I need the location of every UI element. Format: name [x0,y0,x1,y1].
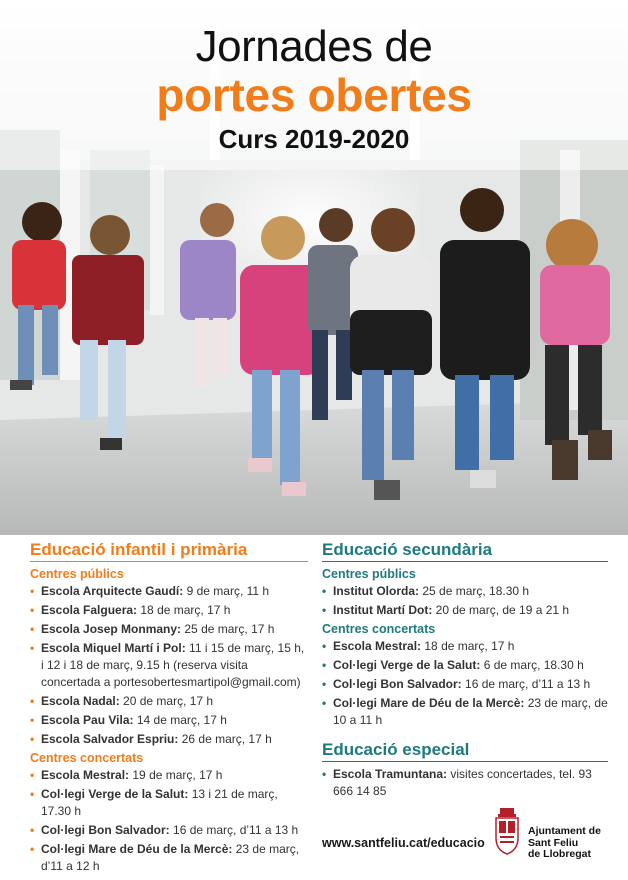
city-crest-icon [494,808,520,856]
bullet-icon: • [322,677,327,691]
school-year: Curs 2019-2020 [218,124,410,154]
website-link[interactable]: www.santfeliu.cat/educacio [322,836,485,850]
title-line-2: portes obertes [156,69,472,121]
ajuntament-logo [494,808,614,864]
bullet-icon: • [322,658,327,672]
list-item: • Escola Mestral: 18 de març, 17 h [322,639,515,653]
bullet-icon: • [30,787,35,801]
bullet-icon: • [30,823,35,837]
especial-title: Educació especial [322,741,608,762]
infantil-title: Educació infantil i primària [30,541,308,562]
list-item: • Escola Mestral: 19 de març, 17 h [30,768,223,782]
list-item: • Escola Josep Monmany: 25 de març, 17 h [30,622,275,636]
secundaria-concertats-label: Centres concertats [322,622,436,636]
secundaria-publics-list [322,583,608,619]
list-item: • Col·legi Mare de Déu de la Mercè: 23 de març, d’11 a 12 h [30,842,300,873]
bullet-icon: • [30,584,35,598]
infantil-primaria-section [30,541,308,877]
infantil-concertats-list [30,767,308,875]
bullet-icon: • [30,622,35,636]
list-item: • Escola Falguera: 18 de març, 17 h [30,603,231,617]
list-item: • Col·legi Verge de la Salut: 13 i 21 de març, 17.30 h [30,787,278,818]
secundaria-publics-label: Centres públics [322,567,416,581]
especial-list [322,766,608,800]
list-item: • Escola Arquitecte Gaudí: 9 de març, 11 h [30,584,270,598]
infantil-publics-list [30,583,308,748]
infantil-concertats-label: Centres concertats [30,751,144,765]
list-item: • Escola Miquel Martí i Pol: 11 i 15 de març, 15 h, i 12 i 18 de març, 9.15 h (reserva visita concertada a portesobertesmartipol@gmail.com) [30,641,305,689]
bullet-icon: • [30,732,35,746]
list-item: • Institut Martí Dot: 20 de març, de 19 a 21 h [322,603,570,617]
secundaria-title: Educació secundària [322,541,608,562]
bullet-icon: • [30,842,35,856]
list-item: • Escola Tramuntana: visites concertades, tel. 93 666 14 85 [322,767,592,798]
list-item: • Escola Pau Vila: 14 de març, 17 h [30,713,227,727]
list-item: • Col·legi Bon Salvador: 16 de març, d’11 a 13 h [30,823,299,837]
bullet-icon: • [322,639,327,653]
bullet-icon: • [30,694,35,708]
secundaria-concertats-list [322,638,608,729]
infantil-publics-label: Centres públics [30,567,124,581]
list-item: • Institut Olorda: 25 de març, 18.30 h [322,584,530,598]
bullet-icon: • [30,603,35,617]
list-item: • Escola Salvador Espriu: 26 de març, 17 h [30,732,272,746]
list-item: • Escola Nadal: 20 de març, 17 h [30,694,214,708]
bullet-icon: • [322,767,327,781]
bullet-icon: • [30,713,35,727]
list-item: • Col·legi Verge de la Salut: 6 de març, 18.30 h [322,658,584,672]
bullet-icon: • [30,641,35,655]
logo-text: Ajuntament de Sant Feliu de Llobregat [528,825,601,860]
list-item: • Col·legi Mare de Déu de la Mercè: 23 de març, de 10 a 11 h [322,696,608,727]
secundaria-section [322,541,608,802]
bullet-icon: • [322,584,327,598]
list-item: • Col·legi Bon Salvador: 16 de març, d’11 a 13 h [322,677,591,691]
title-line-1: Jornades de [195,22,433,71]
bullet-icon: • [322,696,327,710]
bullet-icon: • [30,768,35,782]
bullet-icon: • [322,603,327,617]
